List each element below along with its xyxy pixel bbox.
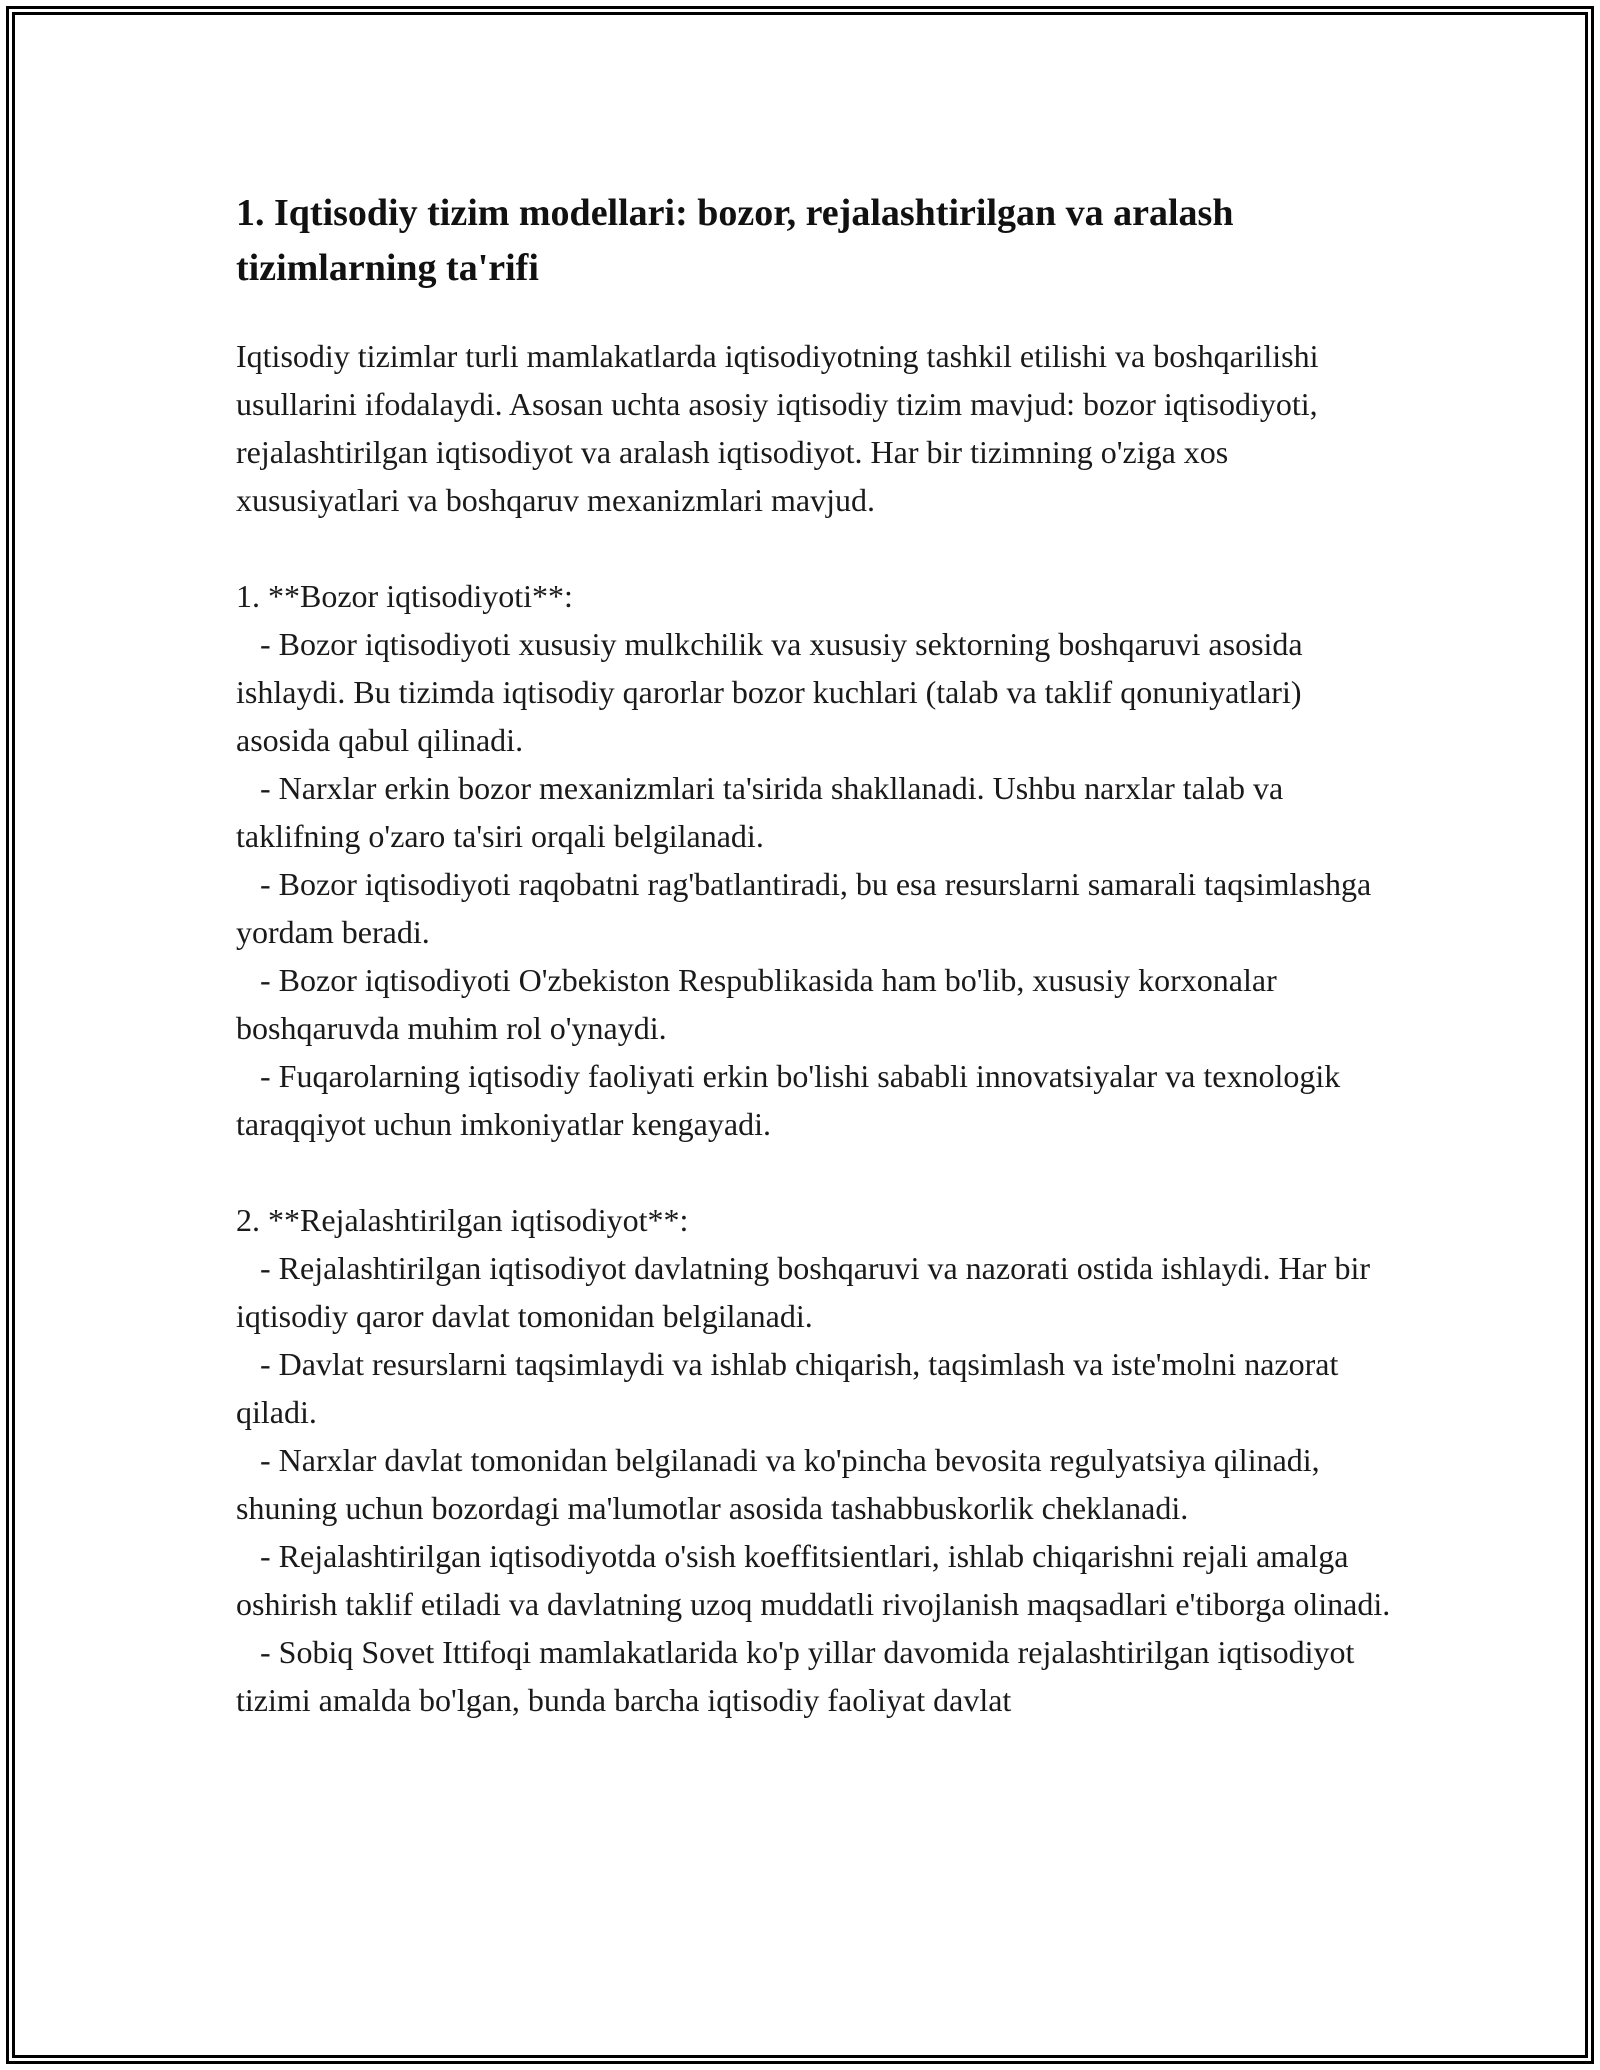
list-item: - Narxlar erkin bozor mexanizmlari ta'sirida shakllanadi. Ushbu narxlar talab va taklifning o'zaro ta'siri orqali belgilanadi. (236, 770, 1292, 854)
list-item: - Fuqarolarning iqtisodiy faoliyati erkin bo'lishi sababli innovatsiyalar va texnologik taraqqiyot uchun imkoniyatlar kengayadi. (236, 1058, 1349, 1142)
list-item: - Narxlar davlat tomonidan belgilanadi va ko'pincha bevosita regulyatsiya qilinadi, shuning uchun bozordagi ma'lumotlar asosida tashabbuskorlik cheklanadi. (236, 1442, 1328, 1526)
section-heading: 1. **Bozor iqtisodiyoti**: (236, 578, 573, 614)
spacer (236, 1148, 1396, 1196)
spacer (236, 524, 1396, 572)
list-item: - Sobiq Sovet Ittifoqi mamlakatlarida ko'p yillar davomida rejalashtirilgan iqtisodiyot tizimi amalda bo'lgan, bunda barcha iqtisodiy faoliyat davlat (236, 1634, 1363, 1718)
document-title: 1. Iqtisodiy tizim modellari: bozor, rejalashtirilgan va aralash tizimlarning ta'rifi (236, 192, 1234, 289)
list-item: - Bozor iqtisodiyoti xususiy mulkchilik va xususiy sektorning boshqaruvi asosida ishlaydi. Bu tizimda iqtisodiy qarorlar bozor kuchlari (talab va taklif qonuniyatlari) asosida qabul qilinadi. (236, 626, 1311, 758)
section-heading: 2. **Rejalashtirilgan iqtisodiyot**: (236, 1202, 689, 1238)
intro-paragraph: Iqtisodiy tizimlar turli mamlakatlarda iqtisodiyotning tashkil etilishi va boshqarilishi usullarini ifodalaydi. Asosan uchta asosiy iqtisodiy tizim mavjud: bozor iqtisodiyoti, rejalashtirilgan iqtisodiyot va aralash iqtisodiyot. Har bir tizimning o'ziga xos xususiyatlari va boshqaruv mexanizmlari mavjud. (236, 338, 1327, 518)
document-body (236, 186, 1396, 1724)
list-item: - Davlat resurslarni taqsimlaydi va ishlab chiqarish, taqsimlash va iste'molni nazorat qiladi. (236, 1346, 1347, 1430)
list-item: - Bozor iqtisodiyoti raqobatni rag'batlantiradi, bu esa resurslarni samarali taqsimlashga yordam beradi. (236, 866, 1380, 950)
section-planned-economy (236, 1196, 1396, 1724)
section-market-economy (236, 572, 1396, 1148)
list-item: - Rejalashtirilgan iqtisodiyot davlatning boshqaruvi va nazorati ostida ishlaydi. Har bir iqtisodiy qaror davlat tomonidan belgilanadi. (236, 1250, 1378, 1334)
list-item: - Bozor iqtisodiyoti O'zbekiston Respublikasida ham bo'lib, xususiy korxonalar boshqaruvda muhim rol o'ynaydi. (236, 962, 1285, 1046)
list-item: - Rejalashtirilgan iqtisodiyotda o'sish koeffitsientlari, ishlab chiqarishni rejali amalga oshirish taklif etiladi va davlatning uzoq muddatli rivojlanish maqsadlari e'tiborga olinadi. (236, 1538, 1391, 1622)
